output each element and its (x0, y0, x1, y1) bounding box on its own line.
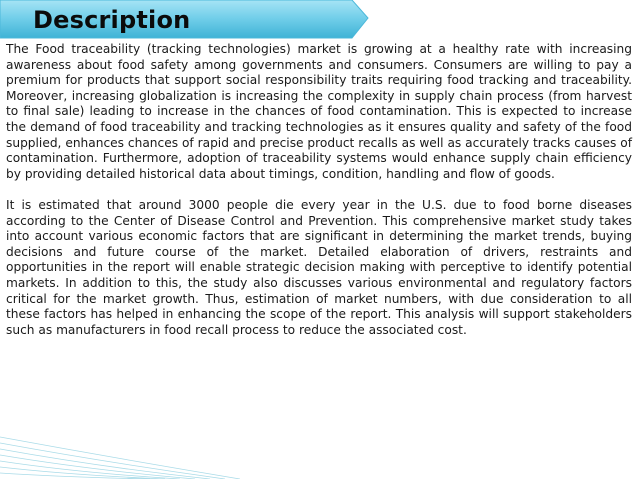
paragraph-1: The Food traceability (tracking technologies) market is growing at a healthy rate with increasing awareness about food safety among governments and consumers. Consumers are willing to pay a premium for products that support social responsibility traits requiring food tracking and traceability. Moreover, increasing globalization is increasing the complexity in supply chain process (from harvest to final sale) leading to increase in the chances of food contamination. This is expected to increase the demand of food traceability and tracking technologies as it ensures quality and safety of the food supplied, enhances chances of rapid and precise product recalls as well as accurately tracks causes of contamination. Furthermore, adoption of traceability systems would enhance supply chain efficiency by providing detailed historical data about timings, condition, handling and flow of goods. (6, 42, 632, 181)
description-body (6, 42, 632, 354)
paragraph-2: It is estimated that around 3000 people die every year in the U.S. due to food borne diseases according to the Center of Disease Control and Prevention. This comprehensive market study takes into account various economic factors that are significant in determining the market trends, buying decisions and future course of the market. Detailed elaboration of drivers, restraints and opportunities in the report will enable strategic decision making with perceptive to identify potential markets. In addition to this, the study also discusses various environmental and regulatory factors critical for the market growth. Thus, estimation of market numbers, with due consideration to all these factors has helped in enhancing the scope of the report. This analysis will support stakeholders such as manufacturers in food recall process to reduce the associated cost. (6, 197, 632, 337)
corner-decoration (0, 419, 240, 479)
slide-title: Description (33, 6, 191, 34)
title-banner (0, 0, 372, 40)
